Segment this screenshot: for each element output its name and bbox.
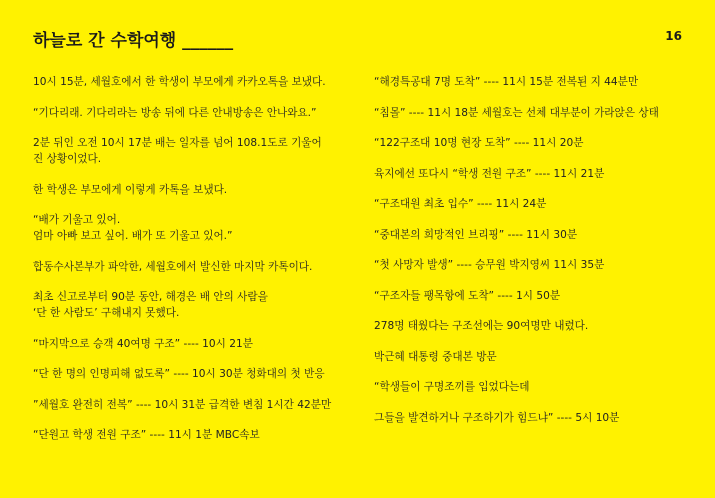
paragraph: ”세월호 완전히 전복” ---- 10시 31분 급격한 변침 1시간 42분만 [33,398,332,411]
paragraph: “첫 사망자 발생” ---- 승무원 박지영씨 11시 35분 [374,259,605,271]
paragraph: 박근혜 대통령 중대본 방문 [374,350,497,363]
paragraph: “단 한 명의 인명피해 없도록” ---- 10시 30분 청화대의 첫 반응 [33,368,325,380]
paragraph: “침몰” ---- 11시 18분 세월호는 선체 대부분이 가라앉은 상태 [374,106,659,119]
paragraph: 그들을 발견하거나 구조하기가 힘드냐” ---- 5시 10분 [374,411,620,424]
paragraph: “기다리래. 기다리라는 방송 뒤에 다른 안내방송은 안나와요.” [33,106,317,119]
paragraph: 육지에선 또다시 “학생 전원 구조” ---- 11시 21분 [374,167,605,180]
paragraph: “구조대원 최초 입수” ---- 11시 24분 [374,198,547,210]
paragraph: “단원고 학생 전원 구조” ---- 11시 1분 MBC속보 [33,429,260,441]
right-column [374,74,694,440]
page-number: 16 [665,29,682,43]
paragraph: 합동수사본부가 파악한, 세월호에서 발신한 마지막 카톡이다. [33,260,313,273]
paragraph: 최초 신고로부터 90분 동안, 해경은 배 안의 사람을 ‘단 한 사람도’ 구해내지 못했다. [33,291,268,319]
paragraph: “구조자들 팽목항에 도착” ---- 1시 50분 [374,289,561,302]
paragraph: “중대본의 희망적인 브리핑” ---- 11시 30분 [374,228,578,241]
paragraph: 278명 태웠다는 구조선에는 90여명만 내렸다. [374,320,589,332]
paragraph: 10시 15분, 세월호에서 한 학생이 부모에게 카카오톡을 보냈다. [33,76,326,88]
paragraph: “학생들이 구명조끼를 입었다는데 [374,381,530,393]
paragraph: “해경특공대 7명 도착” ---- 11시 15분 전복된 지 44분만 [374,76,639,88]
paragraph: “122구조대 10명 현장 도착” ---- 11시 20분 [374,137,584,149]
paragraph: 한 학생은 부모에게 이렇게 카톡을 보냈다. [33,183,228,196]
paragraph: 2분 뒤인 오전 10시 17분 배는 일자를 넘어 108.1도로 기울어 진 상황이었다. [33,137,322,165]
paragraph: “배가 기울고 있어. 엄마 아빠 보고 싶어. 배가 또 기울고 있어.” [33,214,233,242]
left-column [33,74,363,458]
paragraph: “마지막으로 승객 40여명 구조” ---- 10시 21분 [33,337,253,350]
page-title: 하늘로 간 수학여행 ______ [33,31,234,51]
